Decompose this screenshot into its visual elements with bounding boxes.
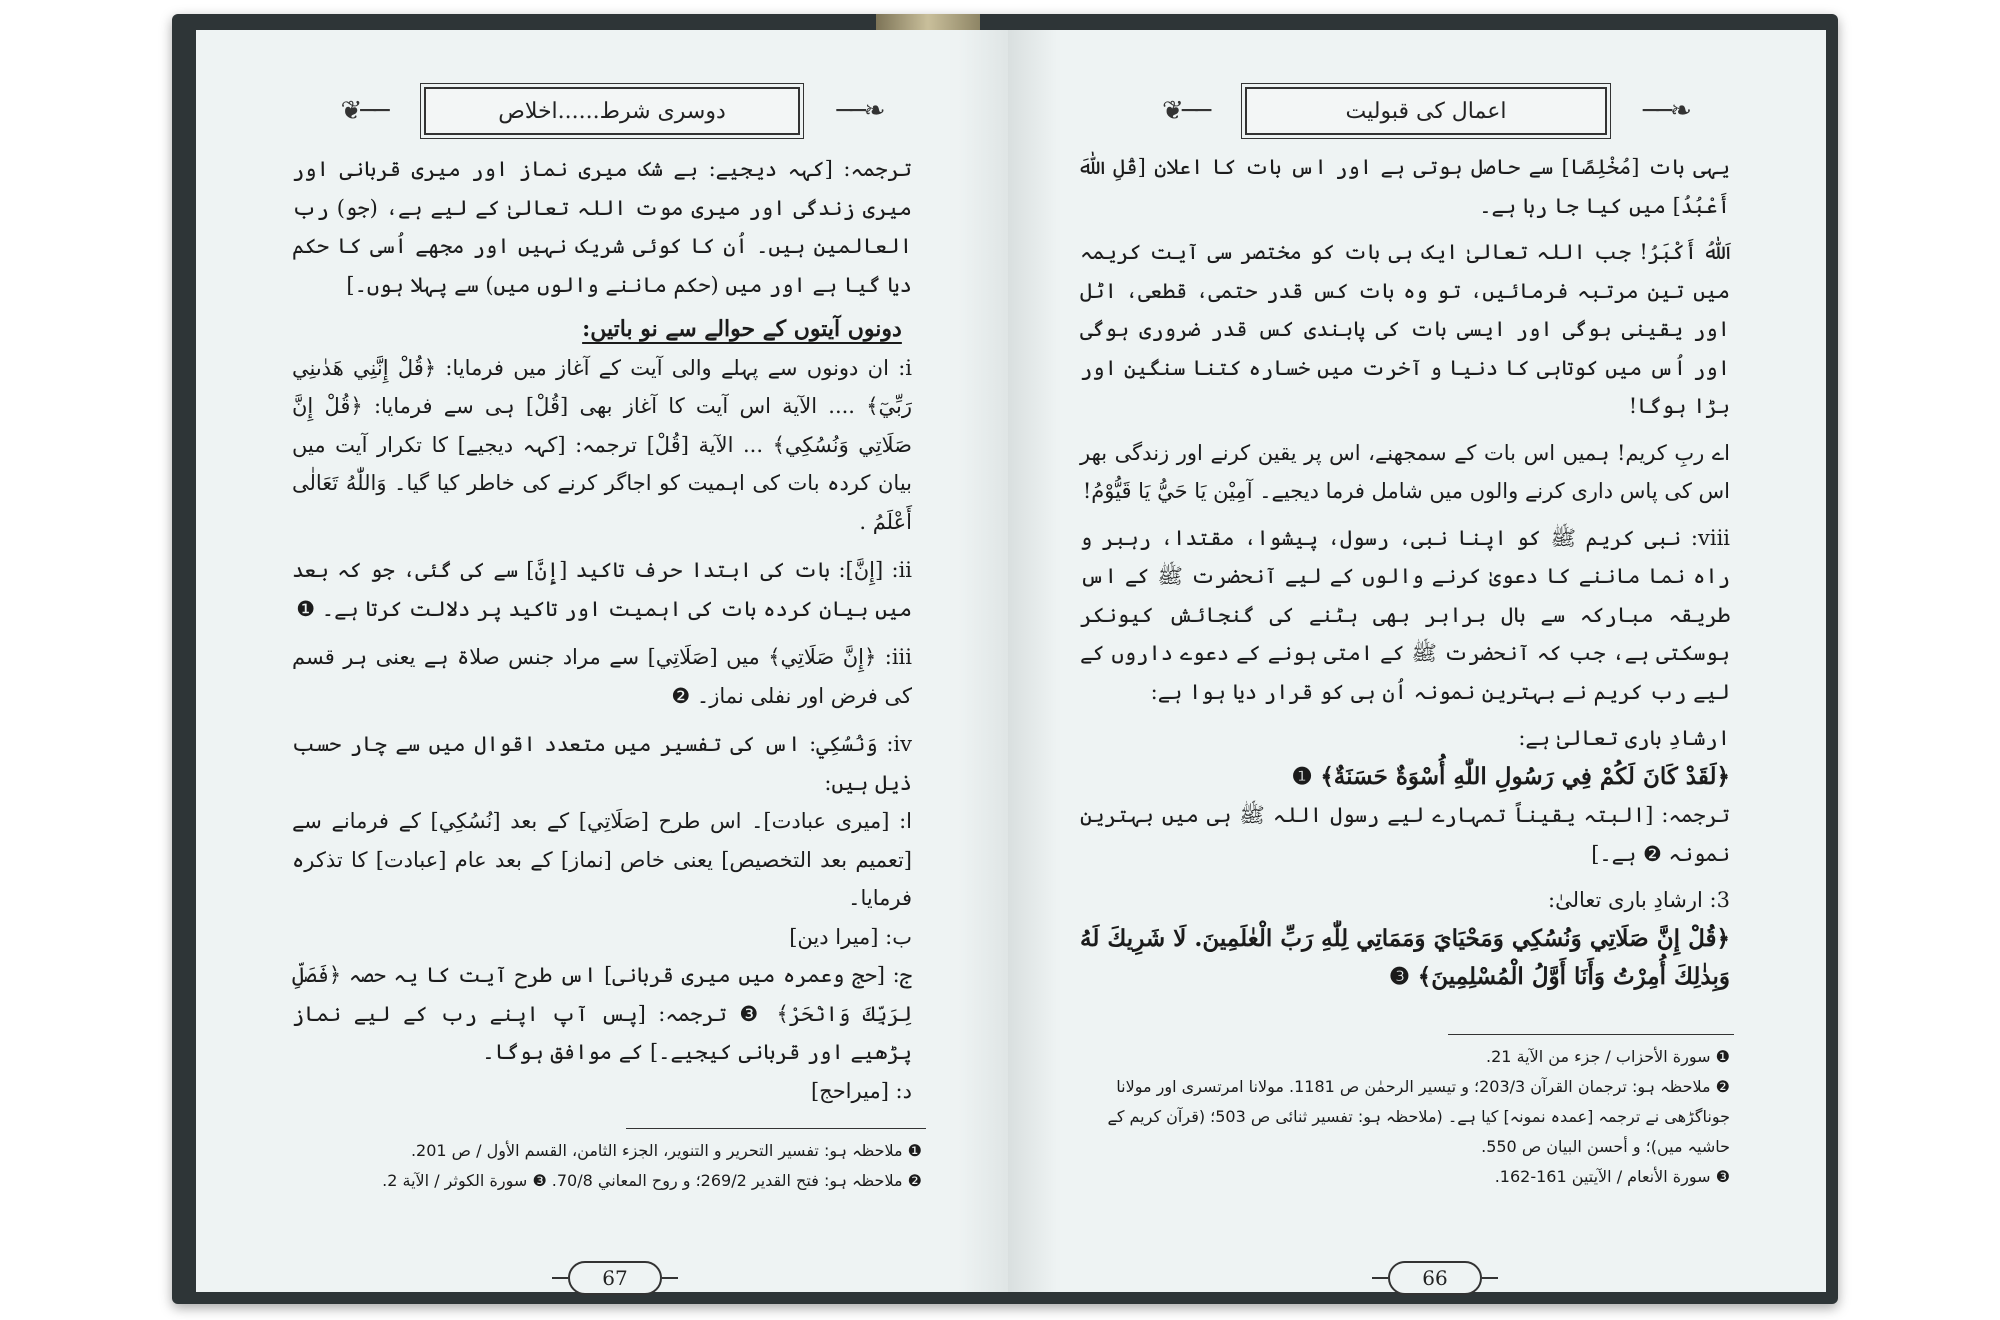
point-iv-b: ب: [میرا دین] (789, 924, 912, 949)
footnote-rule (1448, 1034, 1734, 1035)
point-viii: viii: نبی کریم ﷺ کو اپنا نبی، رسول، پیشوا، مقتدا، رہبر و راہ نما ماننے کا دعویٰ کرنے والوں کے لیے آنحضرت ﷺ کے اس طریقہ مبارکہ سے بال برابر بھی ہٹنے کی گنجائش کیونکر ہوسکتی ہے، جب کہ آنحضرت ﷺ کے امتی ہونے کے دعوے داروں کے لیے رب کریم نے بہترین نمونہ اُن ہی کو قرار دیا ہوا ہے: (1080, 525, 1730, 704)
left-page-header (304, 82, 954, 140)
right-page-header (1126, 82, 1726, 140)
point-i: i: ان دونوں سے پہلے والی آیت کے آغاز میں فرمایا: ﴿قُلْ إِنَّنِي هَدٰىنِي رَبِّيٓ﴾ .... الآیة اس آیت کا آغاز بھی [قُلْ] ہی سے فرمایا: ﴿قُلْ إِنَّ صَلَاتِي وَنُسُكِي﴾ ... الآیة [قُلْ] ترجمہ: [کہہ دیجیے] کا تکرار آیت میں بیان کردہ بات کی اہمیت کو اجاگر کرنے کی خاطر کیا گیا۔ وَاللّٰهُ تَعَالٰی أَعْلَمُ . (292, 355, 912, 534)
footnote: ❶ سورة الأحزاب / جزء من الآیة 21. (1486, 1047, 1730, 1066)
right-header-title: اعمال کی قبولیت (1245, 87, 1607, 135)
page-number-oval: 66 (1388, 1261, 1481, 1295)
ornament-icon: ❦── (1162, 96, 1210, 126)
point-iv-c: ج: [حج وعمرہ میں میری قربانی] اس طرح آیت کا یہ حصہ ﴿فَصَلِّ لِرَبِّكَ وَانْحَرْ﴾ ❸ ترجمہ: [پس آپ اپنے رب کے لیے نماز پڑھیے اور قربانی کیجیے۔] کے موافق ہوگا۔ (292, 963, 912, 1064)
section-heading: دونوں آیتوں کے حوالے سے نو باتیں: (582, 316, 902, 342)
translation-paragraph: ترجمہ: [البتہ یقیناً تمہارے لیے رسول اللہ ﷺ ہی میں بہترین نمونہ ❷ ہے۔] (1080, 803, 1730, 866)
left-page-body (292, 150, 912, 1110)
left-footnotes (292, 1136, 922, 1196)
page-number-oval: 67 (568, 1261, 661, 1295)
ornament-icon: ──❧ (836, 96, 884, 126)
point-ii: ii: [إِنَّ]: بات کی ابتدا حرف تاکید [إِنَّ] سے کی گئی، جو کہ بعد میں بیان کردہ بات کی اہمیت اور تاکید پر دلالت کرتا ہے۔ ❶ (292, 558, 912, 621)
left-page (196, 30, 1017, 1292)
footnote: ❶ ملاحظہ ہو: تفسیر التحریر و التنویر، الجزء الثامن، القسم الأول / ص 201. (410, 1141, 922, 1160)
paragraph: یہی بات [مُخْلِصًا] سے حاصل ہوتی ہے اور اس بات کا اعلان [قُلِ اللّٰهَ أَعْبُدُ] میں کیا جا رہا ہے۔ (1080, 155, 1730, 218)
right-footnotes (1080, 1042, 1730, 1192)
footnote: ❷ ملاحظہ ہو: فتح القدیر 269/2؛ و روح المعاني 70/8. ❸ سورة الكوثر / الآية 2. (382, 1171, 922, 1190)
footnote-rule (626, 1128, 926, 1129)
ayah-text: ﴿قُلْ إِنَّ صَلَاتِي وَنُسُكِي وَمَحْيَايَ وَمَمَاتِي لِلّٰهِ رَبِّ الْعٰلَمِينَ. لَا شَرِيكَ لَهُ وَبِذٰلِكَ أُمِرْتُ وَأَنَا أَوَّلُ الْمُسْلِمِينَ﴾ ❸ (1080, 924, 1730, 990)
footnote: ❸ سورة الأنعام / الآيتين 161-162. (1494, 1167, 1730, 1186)
point-iv: iv: وَنُسُكِي: اس کی تفسیر میں متعدد اقوال میں سے چار حسب ذیل ہیں: (292, 732, 912, 795)
point-iv-d: د: [میراحج] (810, 1078, 912, 1103)
ornament-icon: ❦── (340, 96, 388, 126)
right-page-body (1080, 148, 1730, 997)
paragraph: اَللّٰهُ أَكْبَرُ! جب اللہ تعالیٰ ایک ہی بات کو مختصر سی آیت کریمہ میں تین مرتبہ فرمائیں، تو وہ بات کس قدر حتمی، قطعی، اٹل اور یقینی ہوگی اور ایسی بات کی پابندی کس قدر ضروری ہوگی اور اُس میں کوتاہی کا دنیا و آخرت میں خسارہ کتنا سنگین اور بڑا ہوگا! (1080, 240, 1730, 418)
footnote: ❷ ملاحظہ ہو: ترجمان القرآن 203/3؛ و تيسير الرحمٰن ص 1181. مولانا امرتسری اور مولانا جوناگڑھی نے ترجمہ [عمدہ نمونہ] کیا ہے۔ (ملاحظہ ہو: تفسیر ثنائی ص 503؛ (قرآن کریم کے حاشیہ میں)؛ و أحسن البيان ص 550. (1107, 1077, 1730, 1156)
right-page (1008, 30, 1826, 1292)
ayah-text: ﴿لَقَدْ كَانَ لَكُمْ فِي رَسُولِ اللّٰهِ أُسْوَةٌ حَسَنَةٌ﴾ ❶ (1291, 762, 1730, 790)
left-page-number (552, 1258, 678, 1298)
left-header-title: دوسری شرط......اخلاص (424, 87, 800, 135)
point-iii: iii: ﴿إِنَّ صَلَاتِي﴾ میں [صَلَاتِي] سے مراد جنس صلاۃ ہے یعنی ہر قسم کی فرض اور نفلی نماز۔ ❷ (292, 645, 912, 708)
right-page-number (1372, 1258, 1498, 1298)
ornament-icon: ──❧ (1642, 96, 1690, 126)
paragraph: 3: ارشادِ باری تعالیٰ: (1548, 888, 1730, 912)
paragraph: ارشادِ باری تعالیٰ ہے: (1518, 726, 1730, 750)
prayer-paragraph: اے ربِ کریم! ہمیں اس بات کے سمجھنے، اس پر یقین کرنے اور زندگی بھر اس کی پاس داری کرنے والوں میں شامل فرما دیجیے۔ آمِيْن يَا حَيُّ يَا قَيُّوْمُ! (1080, 440, 1730, 503)
translation-paragraph: ترجمہ: [کہہ دیجیے: بے شک میری نماز اور میری قربانی اور میری زندگی اور میری موت اللہ تعالیٰ کے لیے ہے، (جو) رب العالمین ہیں۔ اُن کا کوئی شریک نہیں اور مجھے اُسی کا حکم دیا گیا ہے اور میں (حکم ماننے والوں میں) سے پہلا ہوں۔] (292, 157, 912, 297)
point-iv-a: ا: [میری عبادت]۔ اس طرح [صَلَاتِي] کے بعد [نُسُكِي] کے فرمانے سے [تعمیم بعد التخصیص] یعنی خاص [نماز] کے بعد عام [عبادت] کا تذکرہ فرمایا۔ (292, 809, 912, 910)
